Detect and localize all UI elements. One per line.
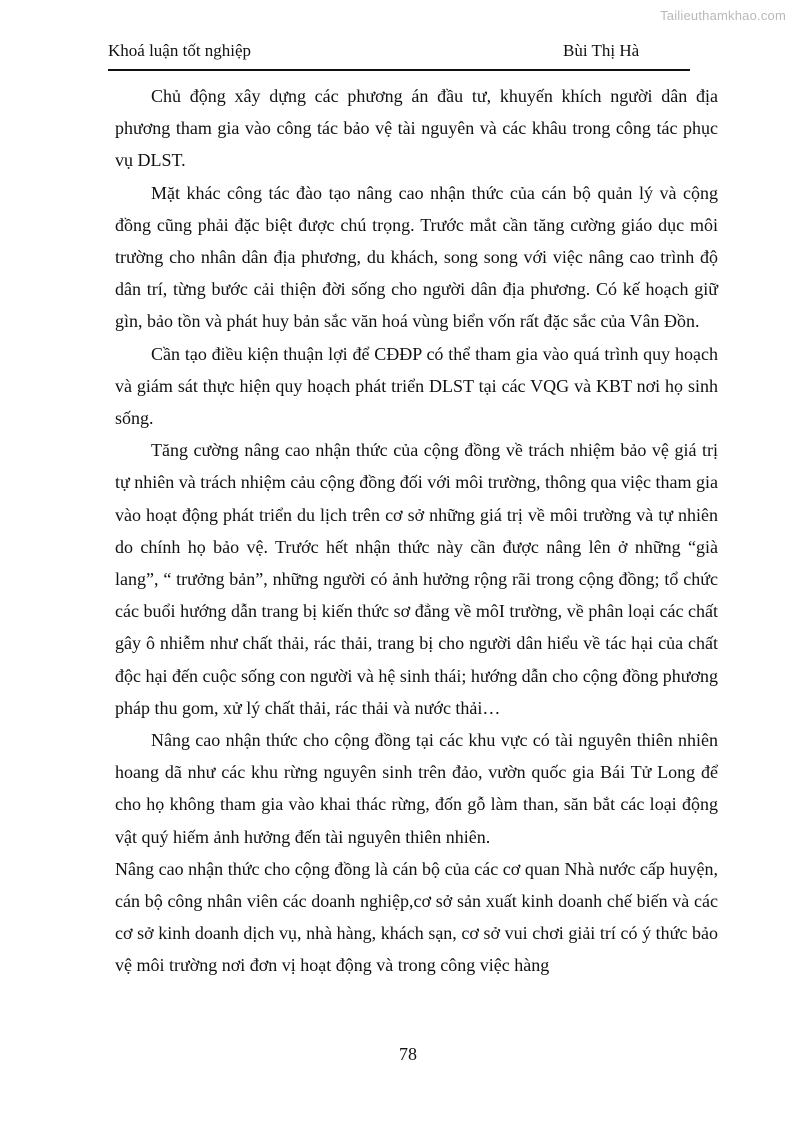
- paragraph: Cần tạo điều kiện thuận lợi để CĐĐP có thể tham gia vào quá trình quy hoạch và giám sát thực hiện quy hoạch phát triển DLST tại các VQG và KBT nơi họ sinh sống.: [115, 343, 718, 429]
- watermark-text: Tailieuthamkhao.com: [660, 8, 786, 23]
- header-divider: [108, 69, 690, 71]
- paragraph: Chủ động xây dựng các phương án đầu tư, khuyến khích người dân địa phương tham gia vào công tác bảo vệ tài nguyên và các khâu trong công tác phục vụ DLST.: [115, 86, 718, 171]
- header-author-name: Bùi Thị Hà: [563, 41, 640, 60]
- paragraph: Mặt khác công tác đào tạo nâng cao nhận thức của cán bộ quản lý và cộng đồng cũng phải đặc biệt được chú trọng. Trước mắt cần tăng cường giáo dục môi trường cho nhân dân địa phương, du khách, song song với việc nâng cao trình độ dân trí, từng bước cải thiện đời sống cho người dân địa phương. Có kế hoạch giữ gìn, bảo tồn và phát huy bản sắc văn hoá vùng biển vốn rất đặc sắc của Vân Đồn.: [115, 182, 718, 332]
- document-body: [115, 80, 718, 982]
- paragraph: Tăng cường nâng cao nhận thức của cộng đồng về trách nhiệm bảo vệ giá trị tự nhiên và trách nhiệm cảu cộng đồng đối với môi trường, thông qua việc tham gia vào hoạt động phát triển du lịch trên cơ sở những giá trị về môi trường và tự nhiên do chính họ bảo vệ. Trước hết nhận thức này cần được nâng lên ở những “già lang”, “ trưởng bản”, những người có ảnh hưởng rộng rãi trong cộng đồng; tổ chức các buổi hướng dẫn trang bị kiến thức sơ đẳng về môI trường, về phân loại các chất gây ô nhiễm như chất thải, rác thải, trang bị cho người dân hiểu về tác hại của chất độc hại đến cuộc sống con người và hệ sinh thái; hướng dẫn cho cộng đồng phương pháp thu gom, xử lý chất thải, rác thải và nước thải…: [115, 440, 718, 718]
- header-thesis-title: Khoá luận tốt nghiệp: [108, 41, 252, 60]
- page-header: [108, 40, 688, 66]
- page-number: 78: [399, 1044, 417, 1064]
- paragraph: Nâng cao nhận thức cho cộng đồng là cán bộ của các cơ quan Nhà nước cấp huyện, cán bộ công nhân viên các doanh nghiệp,cơ sở sản xuất kinh doanh chế biến và các cơ sở kinh doanh dịch vụ, nhà hàng, khách sạn, cơ sở vui chơi giải trí có ý thức bảo vệ môi trường nơi đơn vị hoạt động và trong công việc hàng: [115, 858, 718, 976]
- paragraph: Nâng cao nhận thức cho cộng đồng tại các khu vực có tài nguyên thiên nhiên hoang dã như các khu rừng nguyên sinh trên đảo, vườn quốc gia Bái Tử Long để cho họ không tham gia vào khai thác rừng, đốn gỗ làm than, săn bắt các loại động vật quý hiếm ảnh hưởng đến tài nguyên thiên nhiên.: [115, 730, 718, 847]
